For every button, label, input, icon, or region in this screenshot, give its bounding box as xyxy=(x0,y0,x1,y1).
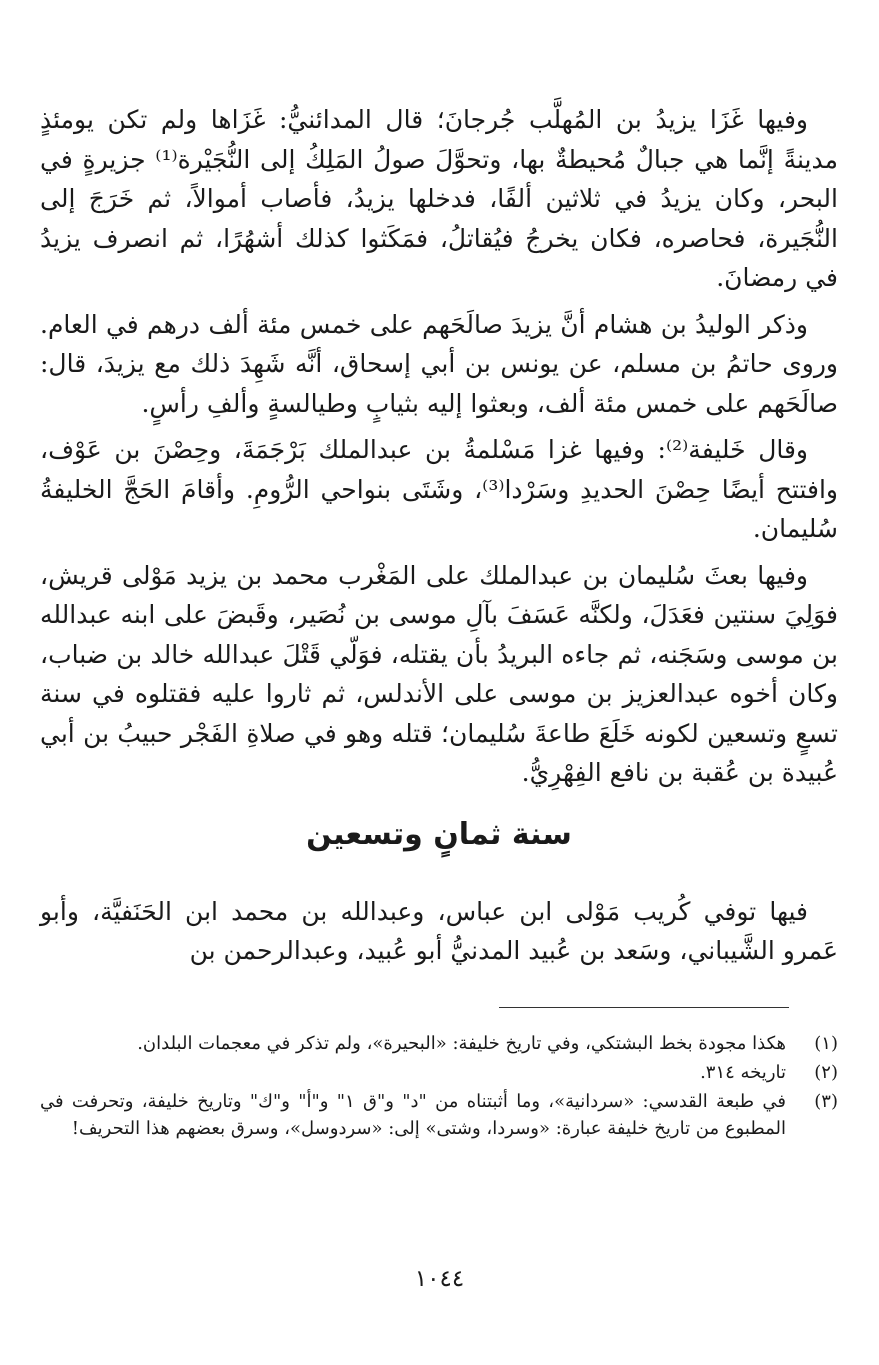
page-number: ١٠٤٤ xyxy=(414,1266,465,1292)
footnotes xyxy=(40,1030,838,1144)
section-paragraph: فيها توفي كُريب مَوْلى ابن عباس، وعبدالله بن محمد ابن الحَنَفيَّة، وأبو عَمرو الشَّيباني، وسَعد بن عُبيد المدنيُّ أبو عُبيد، وعبدالرحمن بن xyxy=(40,896,838,965)
paragraph-2: وذكر الوليدُ بن هشام أنَّ يزيدَ صالَحَهم على خمس مئة ألف درهم في العام. وروى حاتمُ بن مسلم، عن يونس بن أبي إسحاق، أنَّه شَهِدَ ذلك مع يزيدَ، قال: صالَحَهم على خمس مئة ألف، وبعثوا إليه بثيابٍ وطيالسةٍ وألفِ رأسٍ. xyxy=(40,309,838,418)
footnote-text: تاريخه ٣١٤. xyxy=(700,1062,786,1083)
footnote-divider xyxy=(499,1007,789,1008)
footnote-3 xyxy=(40,1088,838,1142)
footnote-number: (٢) xyxy=(814,1062,838,1083)
section-heading: سنة ثمانٍ وتسعين xyxy=(306,816,572,852)
footnote-text: في طبعة القدسي: «سردانية»، وما أثبتناه من "د" و"ق ١" و"أ" و"ك" وتاريخ خليفة، وتحرفت في المطبوع من تاريخ خليفة عبارة: «وسردا، وشتى» إلى: «سردوسل»، وسرق بعضهم هذا التحريف! xyxy=(40,1091,786,1139)
paragraph-3: وقال خَليفة⁽²⁾: وفيها غزا مَسْلمةُ بن عبدالملك بَرْجَمَةَ، وحِصْنَ بن عَوْف، وافتتح أيضًا حِصْنَ الحديدِ وسَرْدا⁽³⁾، وشَتَى بنواحي الرُّومِ. وأقامَ الحَجَّ الخليفةُ سُليمان. xyxy=(40,435,838,543)
footnote-text: هكذا مجودة بخط البشتكي، وفي تاريخ خليفة: «البحيرة»، ولم تذكر في معجمات البلدان. xyxy=(137,1033,786,1054)
paragraph-1: وفيها غَزَا يزيدُ بن المُهلَّب جُرجانَ؛ قال المدائنيُّ: غَزَاها ولم تكن يومئذٍ مدينةً إنَّما هي جبالٌ مُحيطةٌ بها، وتحوَّلَ صولُ المَلِكُ إلى النُّجَيْرة⁽¹⁾ جزيرةٍ في البحر، وكان يزيدُ في ثلاثين ألفًا، فدخلها يزيدُ، فأصاب أموالاً، ثم خَرَجَ إلى النُّجَيرة، فحاصره، فكان يخرجُ فيُقاتلُ، فمَكَثوا كذلك أشهُرًا، ثم انصرف يزيدُ في رمضانَ. xyxy=(40,105,838,292)
footnote-number: (١) xyxy=(814,1033,838,1054)
footnote-1 xyxy=(40,1030,838,1057)
footnote-2 xyxy=(40,1059,838,1086)
paragraph-4: وفيها بعثَ سُليمان بن عبدالملك على المَغْرب محمد بن يزيد مَوْلى قريش، فوَلِيَ سنتين فعَدَلَ، ولكنَّه عَسَفَ بآلِ موسى بن نُصَير، وقَبضَ على ابنه عبدالله بن موسى وسَجَنه، ثم جاءه البريدُ بأن يقتله، فوَلّي قَتْلَ عبدالله خالد بن ضباب، وكان أخوه عبدالعزيز بن موسى على الأندلس، ثم ثاروا عليه فقتلوه في سنة تسعٍ وتسعين لكونه خَلَعَ طاعةَ سُليمان؛ قتله وهو في صلاةِ الفَجْر حبيبُ بن أبي عُبيدة بن عُقبة بن نافع الفِهْرِيُّ. xyxy=(40,560,838,787)
footnote-number: (٣) xyxy=(814,1091,838,1112)
page-body xyxy=(40,100,838,978)
